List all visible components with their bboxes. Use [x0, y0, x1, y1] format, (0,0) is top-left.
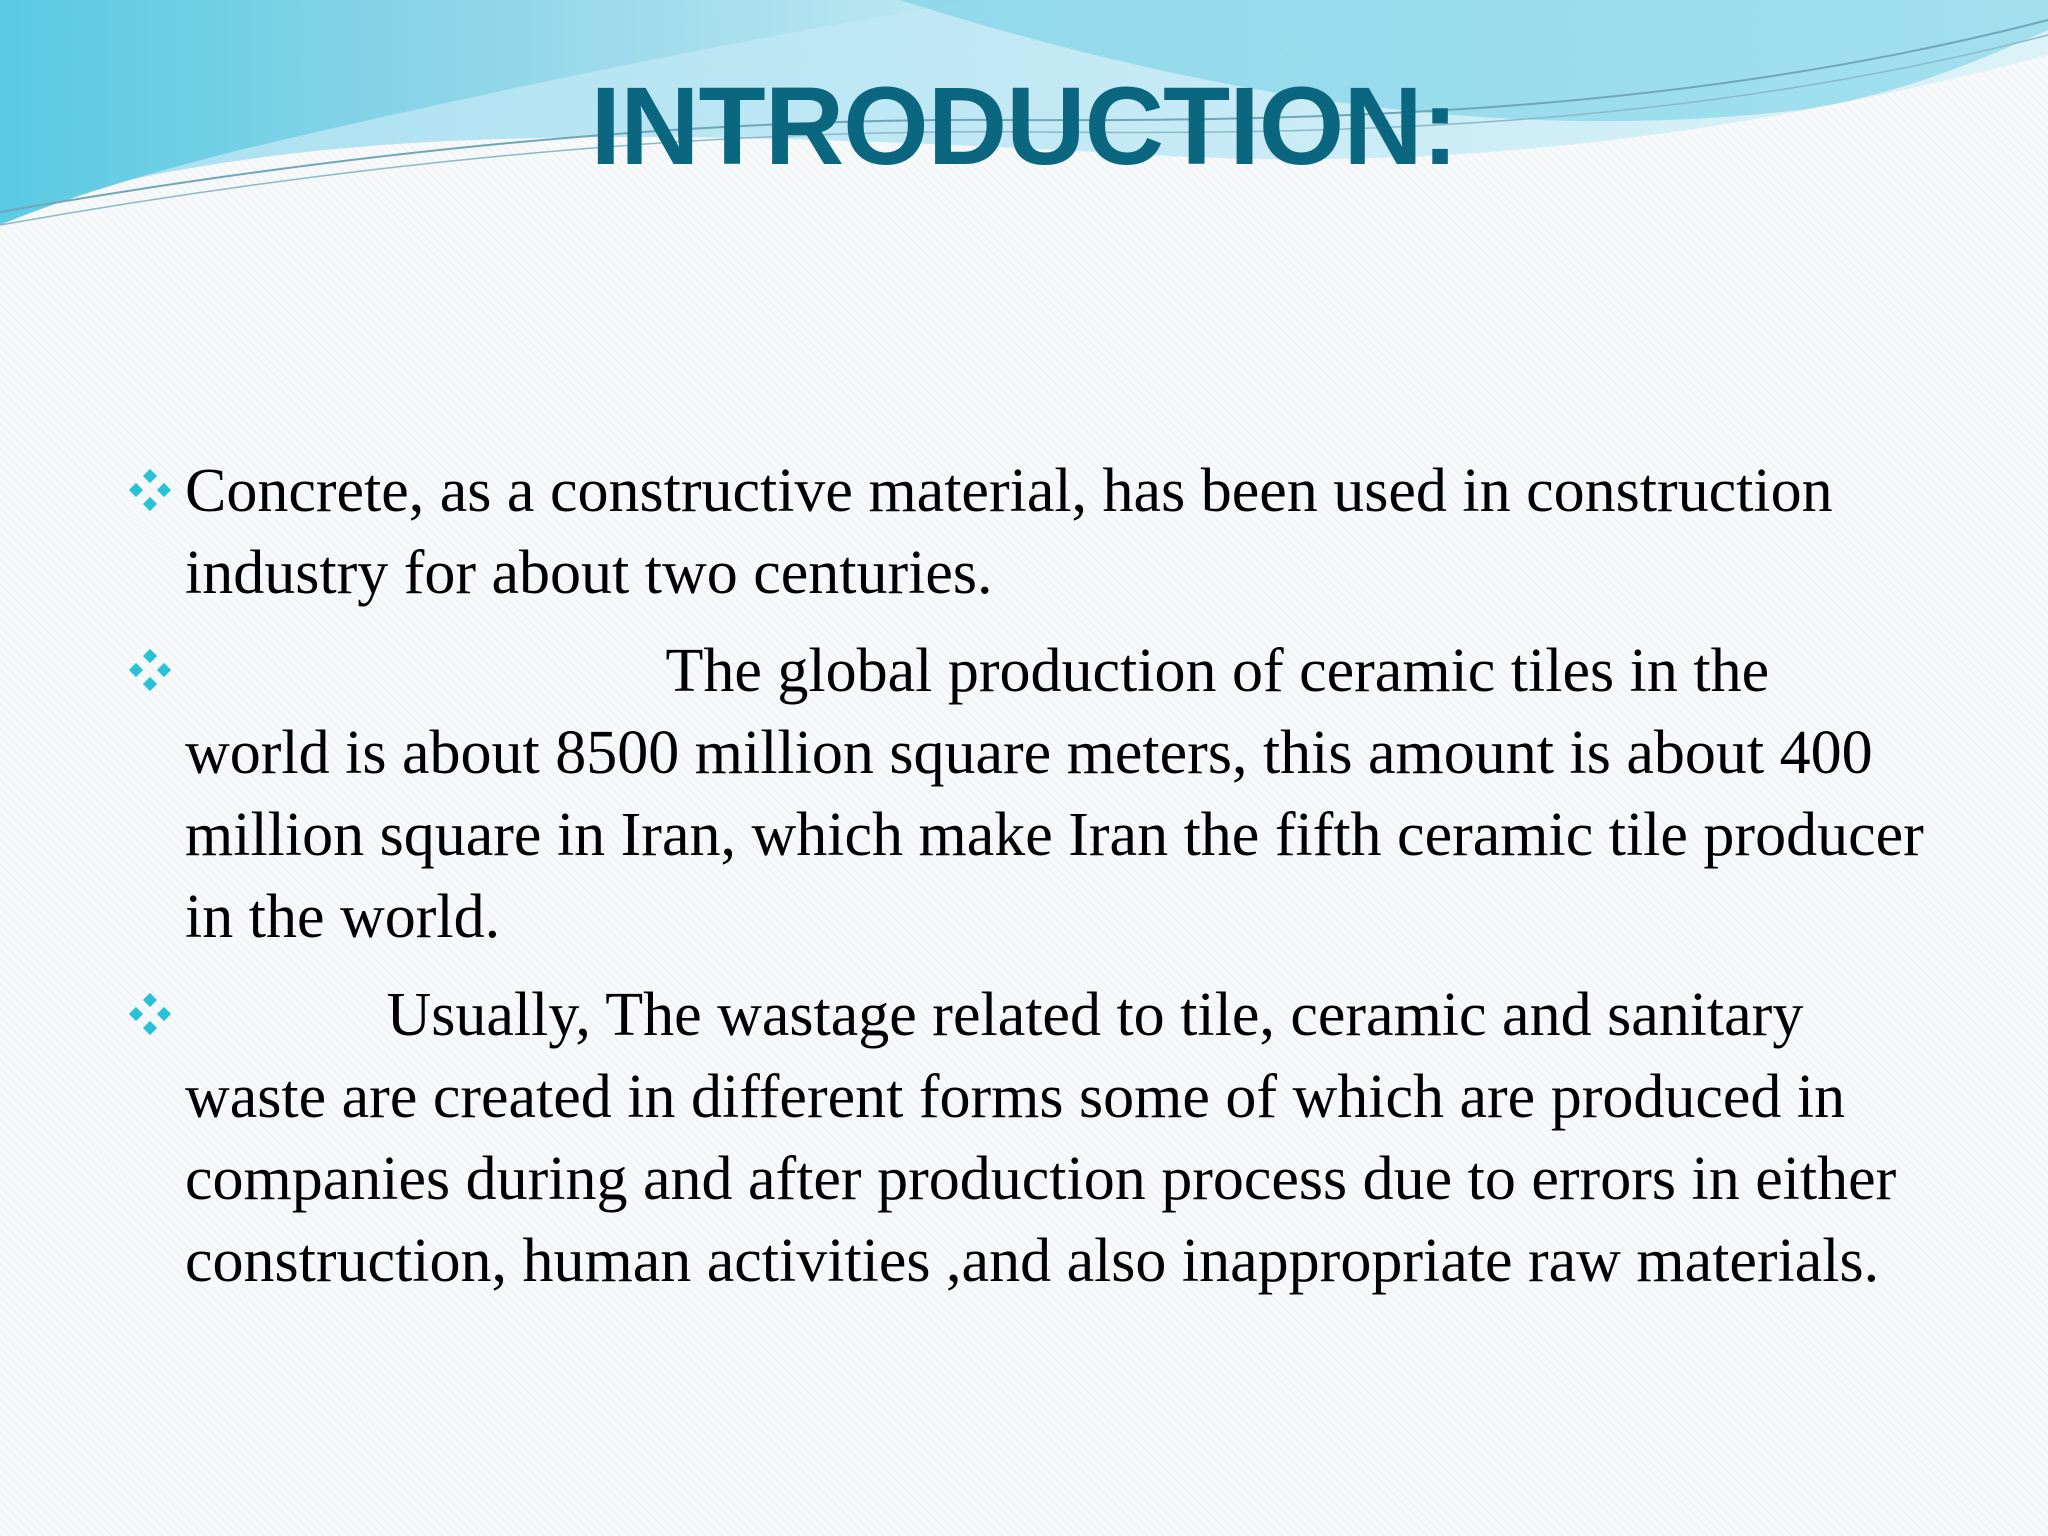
bullet-text: Concrete, as a constructive material, has been used in construction industry for about two centuries. — [185, 457, 1849, 607]
bullet-item — [128, 974, 1928, 1302]
four-diamond-bullet-icon — [128, 992, 172, 1036]
bullet-item — [128, 450, 1928, 614]
bullet-item — [128, 630, 1940, 958]
four-diamond-bullet-icon — [128, 468, 172, 512]
bullet-text: The global production of ceramic tiles in the world is about 8500 million square meters, this amount is about 400 million square in Iran, which make Iran the fifth ceramic tile producer in the world. — [185, 637, 1940, 951]
bullet-text: Usually, The wastage related to tile, ceramic and sanitary waste are created in different forms some of which are produced in companies during and after production process due to errors in either construction, human activities ,and also inappropriate raw materials. — [185, 981, 1912, 1295]
four-diamond-bullet-icon — [128, 648, 172, 692]
slide-title: INTRODUCTION: — [590, 65, 1458, 188]
bullet-list — [128, 450, 1940, 1318]
